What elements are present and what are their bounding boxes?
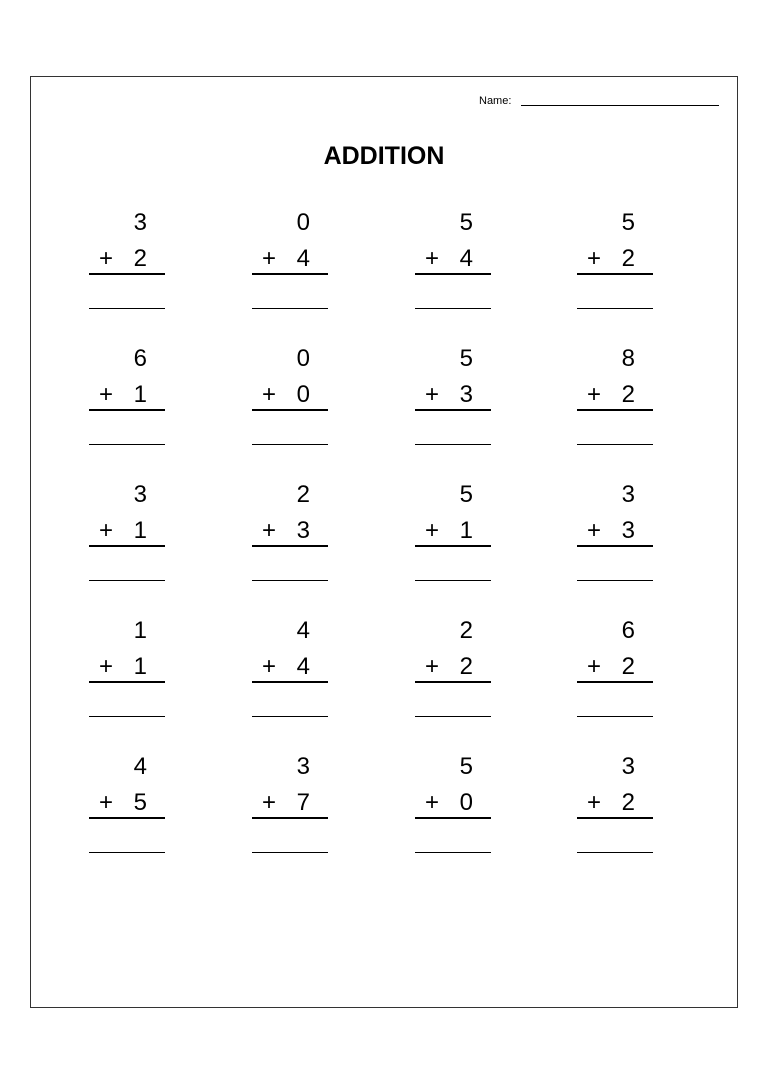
addition-problem (415, 481, 491, 581)
answer-blank-line (252, 716, 328, 717)
plus-sign: + (587, 789, 602, 816)
plus-sign: + (262, 381, 277, 408)
bottom-addend-row (415, 517, 491, 547)
bottom-addend-row (89, 245, 165, 275)
bottom-addend: 1 (133, 517, 147, 544)
bottom-addend: 2 (621, 381, 635, 408)
worksheet-title: ADDITION (323, 142, 445, 170)
answer-blank-line (252, 444, 328, 445)
plus-sign: + (587, 653, 602, 680)
answer-blank-line (577, 716, 653, 717)
answer-blank-line (89, 308, 165, 309)
bottom-addend-row (252, 789, 328, 819)
plus-sign: + (99, 517, 114, 544)
plus-sign: + (99, 381, 114, 408)
addition-problem (577, 209, 653, 309)
bottom-addend-row (252, 245, 328, 275)
bottom-addend-row (577, 381, 653, 411)
addition-problem (252, 481, 328, 581)
bottom-addend-row (415, 381, 491, 411)
top-addend: 0 (296, 209, 310, 236)
top-addend: 8 (621, 345, 635, 372)
bottom-addend: 3 (296, 517, 310, 544)
plus-sign: + (262, 653, 277, 680)
bottom-addend-row (252, 517, 328, 547)
top-addend: 5 (459, 345, 473, 372)
addition-problem (577, 753, 653, 853)
answer-blank-line (577, 852, 653, 853)
addition-problem (577, 617, 653, 717)
bottom-addend: 1 (459, 517, 473, 544)
bottom-addend-row (89, 517, 165, 547)
plus-sign: + (587, 381, 602, 408)
bottom-addend-row (252, 653, 328, 683)
addition-problem (577, 481, 653, 581)
plus-sign: + (99, 789, 114, 816)
bottom-addend: 2 (133, 245, 147, 272)
top-addend: 1 (133, 617, 147, 644)
bottom-addend: 2 (621, 653, 635, 680)
top-addend: 4 (133, 753, 147, 780)
bottom-addend: 3 (459, 381, 473, 408)
answer-blank-line (415, 308, 491, 309)
plus-sign: + (99, 245, 114, 272)
answer-blank-line (252, 852, 328, 853)
bottom-addend: 2 (621, 789, 635, 816)
plus-sign: + (425, 653, 440, 680)
addition-problem (89, 753, 165, 853)
plus-sign: + (587, 517, 602, 544)
bottom-addend-row (89, 653, 165, 683)
bottom-addend: 0 (296, 381, 310, 408)
answer-blank-line (577, 580, 653, 581)
bottom-addend: 2 (621, 245, 635, 272)
addition-problem (252, 617, 328, 717)
answer-blank-line (252, 308, 328, 309)
bottom-addend: 1 (133, 381, 147, 408)
bottom-addend: 4 (296, 653, 310, 680)
plus-sign: + (99, 653, 114, 680)
bottom-addend: 4 (459, 245, 473, 272)
problem-grid (31, 77, 737, 1007)
addition-problem (89, 209, 165, 309)
answer-blank-line (415, 444, 491, 445)
top-addend: 5 (621, 209, 635, 236)
answer-blank-line (415, 716, 491, 717)
bottom-addend-row (577, 653, 653, 683)
bottom-addend-row (252, 381, 328, 411)
top-addend: 3 (296, 753, 310, 780)
top-addend: 5 (459, 753, 473, 780)
top-addend: 4 (296, 617, 310, 644)
answer-blank-line (89, 716, 165, 717)
bottom-addend-row (415, 653, 491, 683)
top-addend: 5 (459, 209, 473, 236)
top-addend: 3 (133, 209, 147, 236)
addition-problem (252, 209, 328, 309)
addition-problem (415, 617, 491, 717)
answer-blank-line (89, 852, 165, 853)
answer-blank-line (89, 444, 165, 445)
bottom-addend: 0 (459, 789, 473, 816)
addition-problem (252, 345, 328, 445)
bottom-addend-row (89, 381, 165, 411)
answer-blank-line (415, 580, 491, 581)
addition-problem (89, 481, 165, 581)
bottom-addend-row (577, 517, 653, 547)
bottom-addend: 4 (296, 245, 310, 272)
bottom-addend: 3 (621, 517, 635, 544)
bottom-addend-row (577, 245, 653, 275)
bottom-addend: 7 (296, 789, 310, 816)
addition-problem (415, 753, 491, 853)
bottom-addend: 5 (133, 789, 147, 816)
plus-sign: + (425, 789, 440, 816)
addition-problem (577, 345, 653, 445)
answer-blank-line (415, 852, 491, 853)
bottom-addend-row (89, 789, 165, 819)
addition-problem (252, 753, 328, 853)
bottom-addend: 2 (459, 653, 473, 680)
plus-sign: + (425, 381, 440, 408)
bottom-addend-row (415, 789, 491, 819)
answer-blank-line (577, 308, 653, 309)
top-addend: 3 (621, 481, 635, 508)
plus-sign: + (262, 517, 277, 544)
plus-sign: + (425, 517, 440, 544)
top-addend: 3 (621, 753, 635, 780)
plus-sign: + (425, 245, 440, 272)
addition-problem (415, 209, 491, 309)
plus-sign: + (262, 245, 277, 272)
name-label: Name: (479, 95, 512, 107)
addition-problem (89, 345, 165, 445)
answer-blank-line (89, 580, 165, 581)
bottom-addend-row (415, 245, 491, 275)
answer-blank-line (252, 580, 328, 581)
worksheet-page (30, 76, 738, 1008)
top-addend: 6 (133, 345, 147, 372)
top-addend: 2 (459, 617, 473, 644)
top-addend: 0 (296, 345, 310, 372)
top-addend: 6 (621, 617, 635, 644)
top-addend: 2 (296, 481, 310, 508)
top-addend: 3 (133, 481, 147, 508)
addition-problem (415, 345, 491, 445)
addition-problem (89, 617, 165, 717)
bottom-addend-row (577, 789, 653, 819)
plus-sign: + (587, 245, 602, 272)
answer-blank-line (577, 444, 653, 445)
top-addend: 5 (459, 481, 473, 508)
plus-sign: + (262, 789, 277, 816)
bottom-addend: 1 (133, 653, 147, 680)
